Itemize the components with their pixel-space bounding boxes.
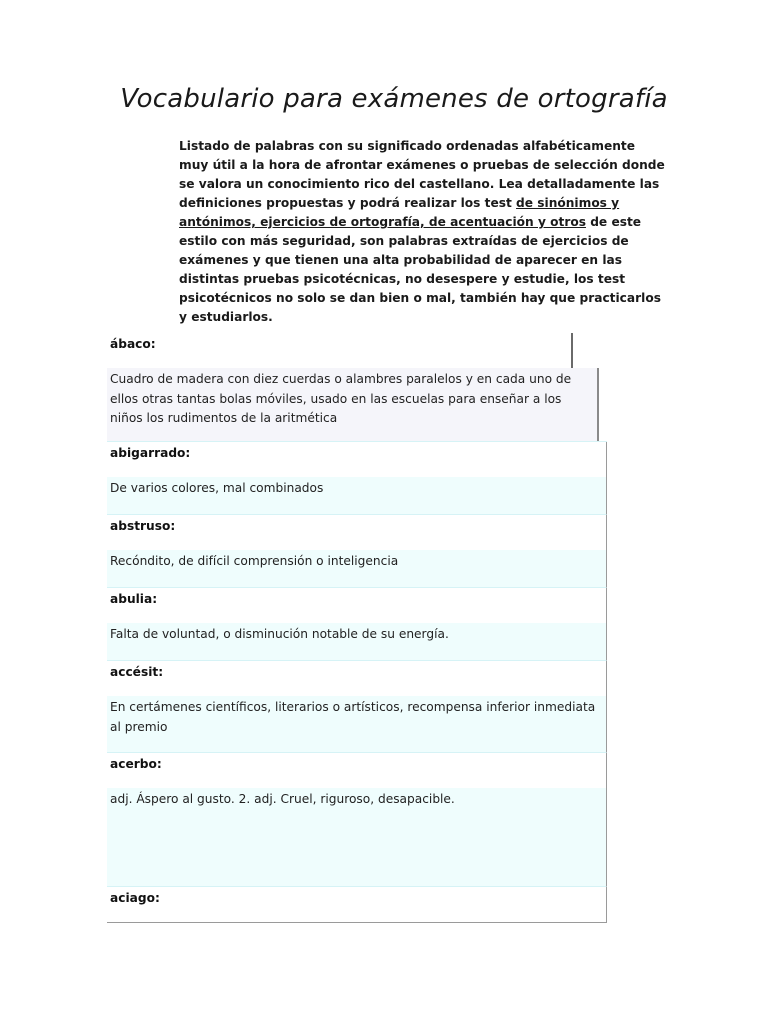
entry-definition: adj. Áspero al gusto. 2. adj. Cruel, riguroso, desapacible. [107, 788, 606, 886]
vocabulary-entry [107, 333, 607, 442]
entry-term: aciago: [107, 887, 606, 922]
intro-underlined-link[interactable]: de sinónimos y antónimos, ejercicios de ortografía, de acentuación y otros [179, 196, 620, 229]
vocabulary-entry [107, 588, 607, 661]
entry-definition: Recóndito, de difícil comprensión o inteligencia [107, 550, 606, 587]
entry-term: abigarrado: [107, 442, 606, 477]
vocabulary-entry [107, 887, 607, 923]
entry-term: abulia: [107, 588, 606, 623]
vocabulary-entry [107, 753, 607, 887]
entry-definition: De varios colores, mal combinados [107, 477, 606, 514]
entry-term: ábaco: [107, 333, 573, 368]
entry-definition: En certámenes científicos, literarios o artísticos, recompensa inferior inmediata al premio [107, 696, 606, 752]
vocabulary-list [107, 333, 607, 923]
entry-definition: Cuadro de madera con diez cuerdas o alambres paralelos y en cada uno de ellos otras tantas bolas móviles, usado en las escuelas para enseñar a los niños los rudimentos de la aritmética [107, 368, 599, 441]
entry-definition: Falta de voluntad, o disminución notable de su energía. [107, 623, 606, 660]
vocabulary-entry [107, 661, 607, 753]
entry-term: abstruso: [107, 515, 606, 550]
entry-term: acerbo: [107, 753, 606, 788]
vocabulary-entry [107, 515, 607, 588]
intro-text-after: de este estilo con más seguridad, son palabras extraídas de ejercicios de exámenes y que tienen una alta probabilidad de aparecer en las distintas pruebas psicotécnicas, no desespere y estudie, los test psicotécnicos no solo se dan bien o mal, también hay que practicarlos y estudiarlos. [179, 215, 661, 324]
intro-paragraph [179, 137, 665, 327]
page-title: Vocabulario para exámenes de ortografía [120, 84, 668, 114]
vocabulary-entry [107, 442, 607, 515]
intro-text-before: Listado de palabras con su significado ordenadas alfabéticamente muy útil a la hora de afrontar exámenes o pruebas de selección donde se valora un conocimiento rico del castellano. Lea detalladamente las definiciones propuestas y podrá realizar los test [179, 139, 665, 210]
entry-term: accésit: [107, 661, 606, 696]
